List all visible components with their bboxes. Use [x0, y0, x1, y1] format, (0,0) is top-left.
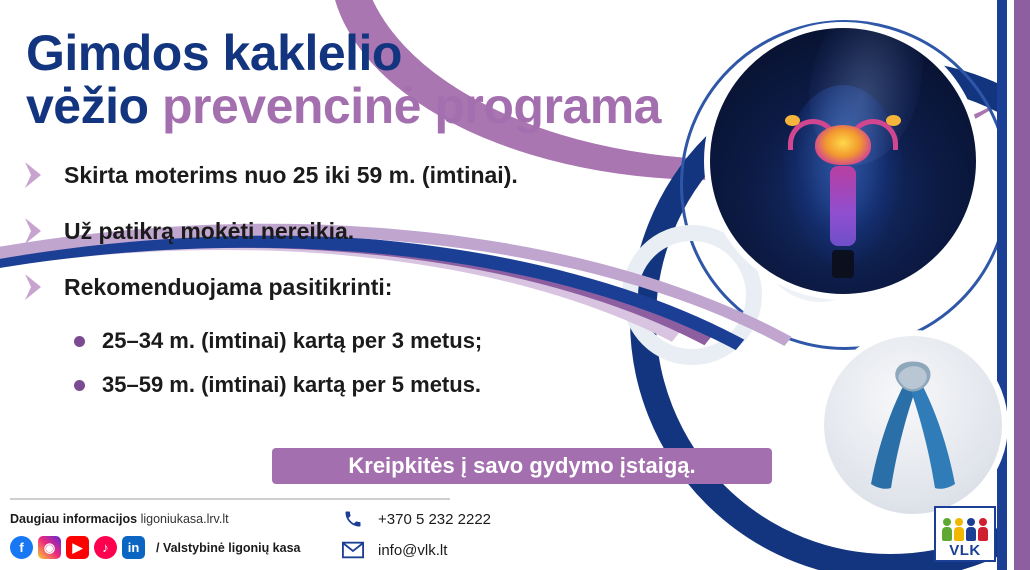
- chevron-right-icon: [22, 272, 48, 302]
- point-text: Rekomenduojama pasitikrinti:: [64, 274, 393, 300]
- point-text: Už patikrą mokėti nereikia.: [64, 218, 355, 244]
- linkedin-icon[interactable]: in: [122, 536, 145, 559]
- ribbon-illustration: [818, 330, 1008, 520]
- vlk-logo: [934, 506, 996, 562]
- logo-figure-red: [979, 518, 988, 541]
- uterus-body: [815, 125, 871, 165]
- edge-ribbon-navy: [997, 0, 1007, 570]
- more-info-line: [10, 512, 229, 526]
- edge-ribbon-white: [1007, 0, 1014, 570]
- edge-ribbon-purple: [1014, 0, 1030, 570]
- ovary-left: [785, 115, 800, 126]
- logo-figure-blue: [967, 518, 976, 541]
- sub-points-list: [74, 328, 662, 398]
- logo-figure-green: [943, 518, 952, 541]
- chevron-right-icon: [22, 160, 48, 190]
- list-item: [74, 328, 662, 354]
- bullet-dot-icon: [74, 380, 85, 391]
- vlk-logo-text: VLK: [949, 542, 981, 559]
- envelope-icon: [340, 539, 366, 561]
- ovary-right: [886, 115, 901, 126]
- list-item: [74, 372, 662, 398]
- email-row: [340, 539, 491, 561]
- uterus-shape: [783, 115, 903, 175]
- title-line-2-navy: vėžio: [26, 78, 162, 134]
- cta-banner: [272, 448, 772, 484]
- anatomy-illustration: [704, 22, 982, 300]
- contact-block: [340, 508, 491, 570]
- points-list: [22, 160, 662, 416]
- awareness-ribbon-icon: [853, 350, 973, 500]
- title-line-1: Gimdos kaklelio: [26, 25, 402, 81]
- phone-icon: [340, 508, 366, 530]
- facebook-icon[interactable]: f: [10, 536, 33, 559]
- title-line-2: [26, 78, 716, 134]
- footer-divider: [10, 498, 450, 500]
- page-title: [26, 25, 716, 134]
- list-item: [22, 160, 662, 190]
- sub-point-text: 35–59 m. (imtinai) kartą per 5 metus.: [102, 372, 482, 397]
- vlk-logo-figures: [941, 513, 989, 541]
- instagram-icon[interactable]: ◉: [38, 536, 61, 559]
- cta-label: Kreipkitės į savo gydymo įstaigą.: [348, 453, 696, 478]
- phone-row: [340, 508, 491, 530]
- cervical-canal-shape: [830, 166, 856, 246]
- chevron-right-icon: [22, 216, 48, 246]
- list-item: [22, 272, 662, 302]
- sub-point-text: 25–34 m. (imtinai) kartą per 3 metus;: [102, 328, 483, 353]
- bullet-dot-icon: [74, 336, 85, 347]
- youtube-icon[interactable]: ▶: [66, 536, 89, 559]
- more-info-label: Daugiau informacijos: [10, 512, 138, 526]
- point-text: Skirta moterims nuo 25 iki 59 m. (imtinai).: [64, 162, 518, 188]
- list-item: [22, 216, 662, 246]
- website-url[interactable]: ligoniukasa.lrv.lt: [140, 512, 229, 526]
- footer: [0, 498, 1030, 570]
- logo-figure-yellow: [955, 518, 964, 541]
- social-handle-label: / Valstybinė ligonių kasa: [156, 540, 301, 555]
- tiktok-icon[interactable]: ♪: [94, 536, 117, 559]
- cervix-tip-shape: [832, 250, 854, 278]
- title-line-2-purple: prevencinė programa: [161, 78, 661, 134]
- email-address[interactable]: info@vlk.lt: [378, 541, 448, 559]
- phone-number[interactable]: +370 5 232 2222: [378, 510, 492, 528]
- social-links: [10, 536, 301, 559]
